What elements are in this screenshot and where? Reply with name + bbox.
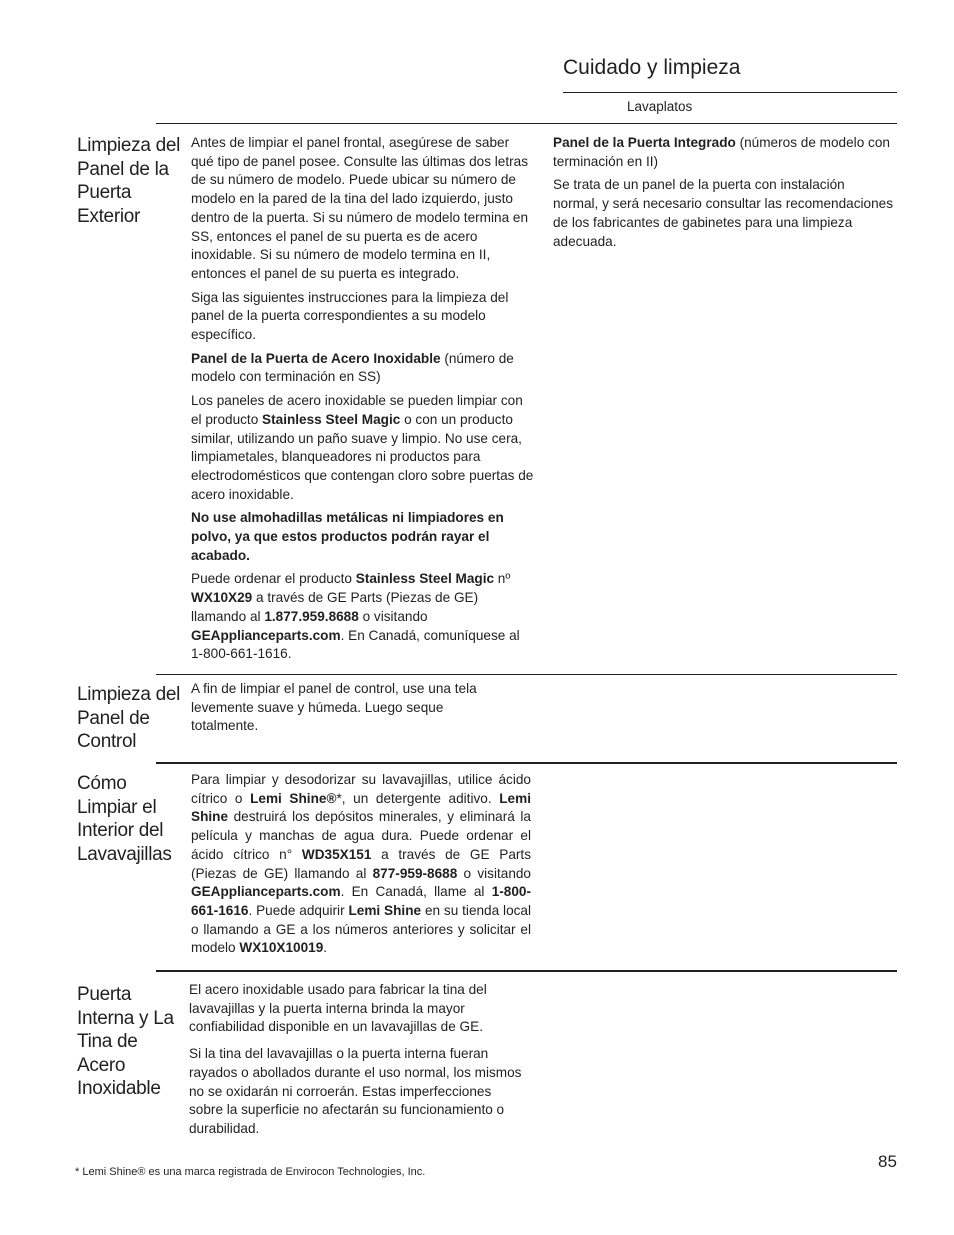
product-name: Stainless Steel Magic xyxy=(262,411,401,427)
header-divider xyxy=(563,92,897,93)
warning-text xyxy=(191,509,534,565)
model-number: WX10X10019 xyxy=(239,940,324,956)
order-text xyxy=(191,570,534,664)
text-run: . En Canadá, comuníquese al 1-800-661-1616. xyxy=(191,627,520,662)
phone-number: 1-800-661-1616 xyxy=(191,884,531,918)
text-run: Puede ordenar el producto xyxy=(191,571,356,587)
text-run: . En Canadá, llame al xyxy=(340,884,492,900)
section-heading-control: Limpieza del Panel de Control xyxy=(77,684,181,752)
text-run: nº xyxy=(494,571,511,587)
page-number: 85 xyxy=(878,1152,897,1171)
section-divider xyxy=(156,970,897,972)
phone-number: 1.877.959.8688 xyxy=(264,608,359,624)
text-run: . xyxy=(323,940,328,956)
section-divider xyxy=(156,762,897,764)
website: GEApplianceparts.com xyxy=(191,627,341,643)
section-divider xyxy=(156,674,897,675)
stainless-panel-title: Panel de la Puerta de Acero Inoxidable xyxy=(191,350,441,366)
page-title: Cuidado y limpieza xyxy=(563,56,741,79)
website: GEApplianceparts.com xyxy=(191,884,341,900)
product-name: Lemi Shine® xyxy=(250,790,337,806)
phone-number: 877-959-8688 xyxy=(372,865,458,881)
text-run: . Puede adquirir xyxy=(248,902,349,918)
text-run: *, un detergente aditivo. xyxy=(336,790,500,806)
text-run: o con un producto similar, utilizando un paño suave y limpio. No use cera, limpiametales, blanqueadores ni productos para electrodomésticos que contengan cloro sobre puertas de acero inoxidable. xyxy=(191,411,534,502)
text-run: a través de GE Parts (Piezas de GE) llamando al xyxy=(191,846,531,881)
text-run: en su tienda local o llamando a GE a los números anteriores y solicitar el modelo xyxy=(191,902,532,956)
tub-column xyxy=(189,981,525,1144)
exterior-instructions: Siga las siguientes instrucciones para la limpieza del panel de la puerta correspondientes a su modelo específico. xyxy=(191,289,509,343)
text-run: destruirá los depósitos minerales, y eliminará la película y manchas de agua dura. Puede ordenar el ácido cítrico n° xyxy=(191,809,531,862)
text-run: Los paneles de acero inoxidable se pueden limpiar con el producto xyxy=(191,393,523,427)
integrated-panel-note: (números de modelo con terminación en II) xyxy=(553,135,890,169)
stainless-cleaning-text xyxy=(191,392,534,504)
integrated-panel-heading xyxy=(553,134,893,171)
integrated-panel-title: Panel de la Puerta Integrado xyxy=(553,135,736,150)
interior-column xyxy=(191,771,531,963)
exterior-intro: Antes de limpiar el panel frontal, asegúrese de saber qué tipo de panel posee. Consulte las últimas dos letras de su número de modelo. Puede ubicar su número de modelo en la pared de la tina del lado izquierdo, justo dentro de la puerta. Si su número de modelo termina en SS, entonces el panel de su puerta es de acero inoxidable. Si su número de modelo termina en II, entonces el panel de su puerta es integrado. xyxy=(191,135,529,281)
exterior-main-column xyxy=(191,134,534,669)
stainless-panel-note: (número de modelo con terminación en SS) xyxy=(191,350,514,385)
part-number: WD35X151 xyxy=(301,846,372,862)
footnote: * Lemi Shine® es una marca registrada de Envirocon Technologies, Inc. xyxy=(75,1166,426,1178)
text-run: Para limpiar y desodorizar su lavavajillas, utilice ácido cítrico o xyxy=(191,772,531,806)
stainless-panel-heading xyxy=(191,350,534,387)
control-body: A fin de limpiar el panel de control, use una tela levemente suave y húmeda. Luego seque totalmente. xyxy=(191,681,477,734)
control-column xyxy=(191,680,509,741)
product-name: Stainless Steel Magic xyxy=(355,571,495,587)
text-run: a través de GE Parts (Piezas de GE) llamando al xyxy=(191,590,479,624)
section-heading-exterior: Limpieza del Panel de la Puerta Exterior xyxy=(77,135,181,227)
product-name: Lemi Shine xyxy=(191,790,531,825)
interior-body xyxy=(191,771,531,958)
text-run: o visitando xyxy=(358,608,428,624)
page-subtitle: Lavaplatos xyxy=(627,99,693,114)
warning-bold: No use almohadillas metálicas ni limpiadores en polvo, ya que estos productos podrán rayar el acabado. xyxy=(191,510,504,563)
exterior-side-column xyxy=(553,134,893,256)
part-number: WX10X29 xyxy=(191,590,253,606)
section-heading-interior: Cómo Limpiar el Interior del Lavavajillas xyxy=(77,773,172,865)
integrated-panel-body: Se trata de un panel de la puerta con instalación normal, y será necesario consultar las recomendaciones de los fabricantes de gabinetes para una limpieza adecuada. xyxy=(553,177,894,249)
product-name: Lemi Shine xyxy=(348,902,422,918)
tub-body-2: Si la tina del lavavajillas o la puerta interna fueran rayados o abollados durante el uso normal, los mismos no se oxidarán ni corroerán. Estas imperfecciones sobre la superficie no afectarán su funcionamiento o durabilidad. xyxy=(189,1046,522,1136)
section-divider xyxy=(156,123,897,124)
section-heading-tub: Puerta Interna y La Tina de Acero Inoxidable xyxy=(77,984,174,1099)
tub-body-1: El acero inoxidable usado para fabricar la tina del lavavajillas y la puerta interna brinda la mayor confiabilidad disponible en un lavavajillas de GE. xyxy=(189,982,487,1035)
text-run: o visitando xyxy=(457,865,531,881)
